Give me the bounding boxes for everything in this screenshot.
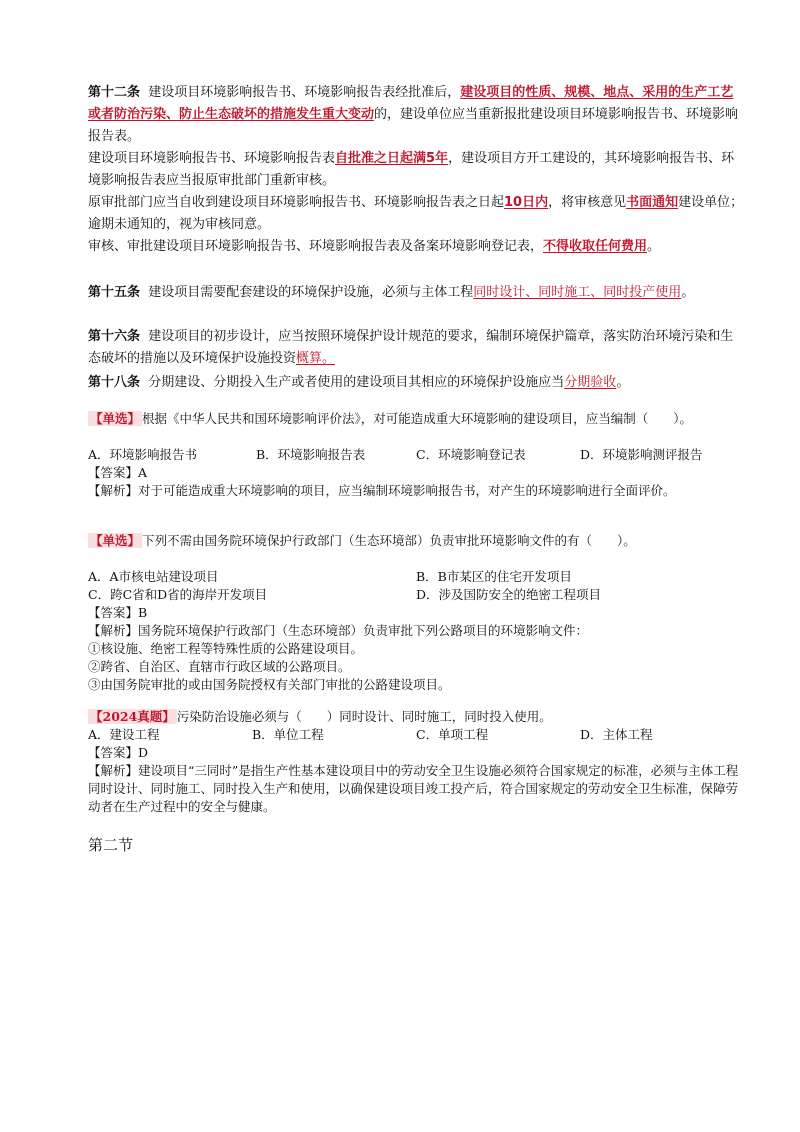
article-15-text-2: 。 [681, 285, 695, 300]
question-2-option-c: C．跨C省和D省的海岸开发项目 [88, 587, 268, 602]
article-18-highlight: 分期验收 [564, 375, 617, 390]
article-16 [88, 326, 744, 370]
question-2-options-row-1 [88, 568, 744, 586]
question-2-text: 下列不需由国务院环境保护行政部门（生态环境部）负责审批环境影响文件的有（ ）。 [142, 533, 636, 548]
para-4-text-2: 。 [647, 239, 661, 254]
question-2-item-3: ③由国务院审批的或由国务院授权有关部门审批的公路建设项目。 [88, 677, 451, 692]
article-18-text-2: 。 [616, 375, 630, 390]
question-1-answer: 【答案】A [88, 465, 148, 480]
question-1-text: 根据《中华人民共和国环境影响评价法》，对可能造成重大环境影响的建设项目，应当编制（ ）。 [142, 411, 693, 426]
question-1-option-d: D．环境影响测评报告 [580, 447, 703, 462]
para-2-text-2: ，建设项目方开工建设的，其环境影响报告书、环境影响报告表应当报原审批部门重新审核。 [88, 151, 735, 188]
article-12-text-1: 建设项目环境影响报告书、环境影响报告表经批准后， [148, 85, 461, 100]
para-4-text-1: 审核、审批建设项目环境影响报告书、环境影响报告表及备案环境影响登记表， [88, 239, 544, 254]
article-12-label: 第十二条 [88, 85, 141, 100]
question-3-option-b: B．单位工程 [252, 727, 324, 742]
article-15-label: 第十五条 [88, 285, 141, 300]
question-2-stem [88, 532, 744, 550]
question-2-item-1: ①核设施、绝密工程等特殊性质的公路建设项目。 [88, 641, 364, 656]
article-15-text-1: 建设项目需要配套建设的环境保护设施，必须与主体工程 [148, 285, 474, 300]
article-18 [88, 372, 744, 394]
para-4-highlight: 不得收取任何费用 [543, 239, 648, 254]
question-3-answer: 【答案】D [88, 745, 149, 760]
para-3-text-3: 建设单位；逾期未通知的，视为审核同意。 [88, 195, 744, 232]
article-16-highlight: 概算。 [296, 351, 336, 366]
section-heading: 第二节 [88, 836, 134, 854]
question-1-option-b: B．环境影响报告表 [256, 447, 366, 462]
article-15-highlight: 同时设计、同时施工、同时投产使用 [473, 285, 682, 300]
para-2-text-1: 建设项目环境影响报告书、环境影响报告表 [88, 151, 336, 166]
question-3-stem [88, 708, 744, 726]
question-1-option-a: A．环境影响报告书 [88, 447, 198, 462]
question-1-analysis: 【解析】对于可能造成重大环境影响的项目，应当编制环境影响报告书，对产生的环境影响进行全面评价。 [88, 483, 676, 498]
question-2-option-d: D．涉及国防安全的绝密工程项目 [416, 587, 602, 602]
para-3-highlight-1: 10日内 [504, 195, 549, 210]
article-18-text-1: 分期建设、分期投入生产或者使用的建设项目其相应的环境保护设施应当 [148, 375, 565, 390]
question-2-analysis: 【解析】国务院环境保护行政部门（生态环境部）负责审批下列公路项目的环境影响文件： [88, 623, 589, 638]
question-2-option-b: B．B市某区的住宅开发项目 [416, 569, 572, 584]
question-3-option-d: D．主体工程 [580, 727, 653, 742]
question-2-item-2: ②跨省、自治区、直辖市行政区域的公路项目。 [88, 659, 351, 674]
question-1-tag: 【单选】 [90, 411, 141, 426]
para-3-text-1: 原审批部门应当自收到建设项目环境影响报告书、环境影响报告表之日起 [88, 195, 505, 210]
article-16-label: 第十六条 [88, 329, 141, 344]
question-1-options [88, 446, 744, 464]
question-2-options-row-2 [88, 586, 744, 604]
question-2-answer: 【答案】B [88, 605, 148, 620]
para-3-highlight-2: 书面通知 [626, 195, 679, 210]
question-3-text: 污染防治设施必须与（ ）同时设计、同时施工，同时投入使用。 [176, 709, 552, 724]
question-3-tag: 【2024真题】 [90, 709, 175, 724]
article-18-label: 第十八条 [88, 375, 141, 390]
article-12-para-2 [88, 148, 744, 192]
question-3-option-a: A．建设工程 [88, 727, 160, 742]
question-3-analysis: 【解析】建设项目“三同时”是指生产性基本建设项目中的劳动安全卫生设施必须符合国家规定的标准，必须与主体工程同时设计、同时施工、同时投入生产和使用，以确保建设项目竣工投产后，符合国家规定的劳动安全卫生标准，保障劳动者在生产过程中的安全与健康。 [88, 763, 739, 814]
para-2-highlight: 自批准之日起满5年 [335, 151, 449, 166]
article-12-para-4 [88, 236, 744, 258]
article-12-para-3 [88, 192, 744, 236]
question-3-option-c: C．单项工程 [416, 727, 489, 742]
article-12 [88, 82, 744, 148]
article-16-text-1: 建设项目的初步设计，应当按照环境保护设计规范的要求，编制环境保护篇章，落实防治环境污染和生态破坏的措施以及环境保护设施投资 [88, 329, 734, 366]
para-3-text-2: ，将审核意见 [548, 195, 627, 210]
question-2-option-a: A．A市核电站建设项目 [88, 569, 219, 584]
question-1-stem [88, 410, 744, 428]
article-12-highlight: 建设项目的性质、规模、地点、采用的生产工艺或者防治污染、防止生态破坏的措施发生重大变动 [88, 85, 734, 122]
question-3-options [88, 726, 744, 744]
question-2-tag: 【单选】 [90, 533, 141, 548]
article-12-text-2: 的，建设单位应当重新报批建设项目环境影响报告书、环境影响报告表。 [88, 107, 739, 144]
question-1-option-c: C．环境影响登记表 [416, 447, 526, 462]
article-15 [88, 282, 744, 304]
